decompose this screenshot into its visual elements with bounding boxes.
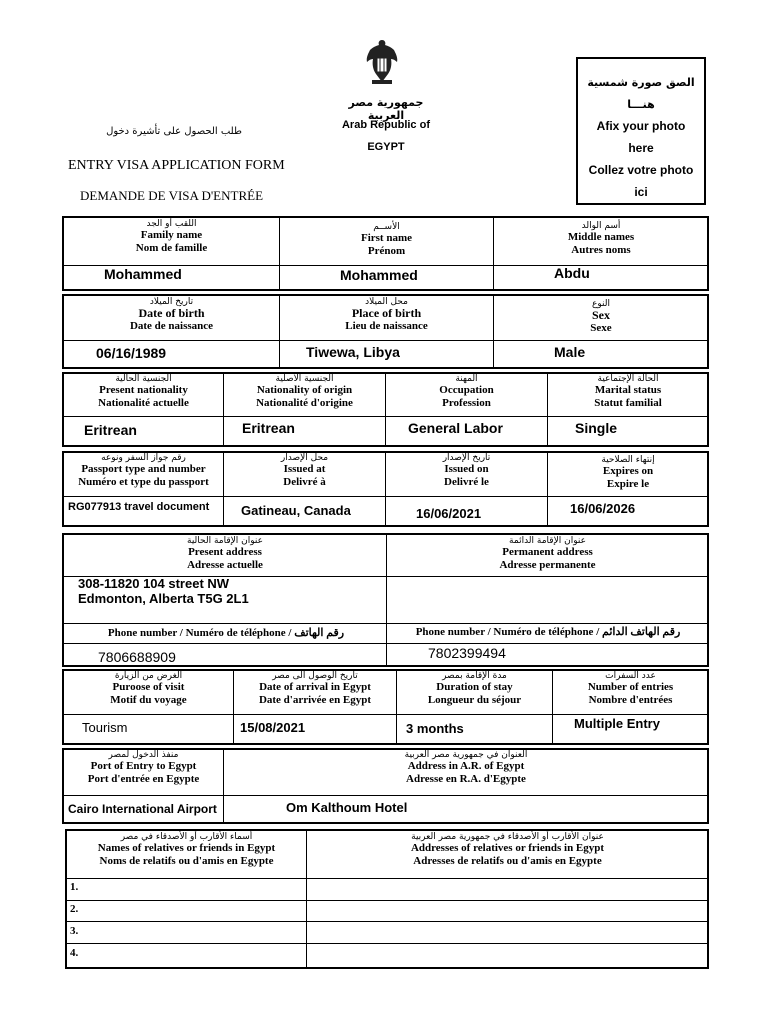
pob-en: Place of birth xyxy=(351,306,422,320)
relatives-addresses-fr: Adresses de relatifs ou d'amis en Egypte xyxy=(413,855,602,867)
form-title-fr: DEMANDE DE VISA D'ENTRÉE xyxy=(80,188,264,203)
relative-row-1-number: 1. xyxy=(70,881,79,893)
origin-ar: الجنسية الأصلية xyxy=(275,374,334,384)
entries-ar: عدد السفرات xyxy=(605,671,656,681)
port-en: Port of Entry to Egypt xyxy=(90,760,197,772)
issued-on-field[interactable]: 16/06/2021 xyxy=(416,506,482,521)
present-address-fr: Adresse actuelle xyxy=(187,559,263,571)
photo-arabic-1: الصق صورة شمسية xyxy=(587,76,695,89)
photo-en-2: here xyxy=(628,141,654,155)
egypt-address-field[interactable]: Om Kalthoum Hotel xyxy=(286,800,408,815)
permanent-address-en: Permanent address xyxy=(502,546,593,558)
family-name-ar: اللقب أو الجد xyxy=(146,219,197,229)
arrival-ar: تاريخ الوصول الى مصر xyxy=(272,671,358,681)
egypt-address-en: Address in A.R. of Egypt xyxy=(407,760,525,772)
issued-on-fr: Delivré le xyxy=(444,476,489,488)
middle-name-ar: أسم الوالد xyxy=(581,221,621,231)
occupation-field[interactable]: General Labor xyxy=(408,420,503,436)
country-name-line2: EGYPT xyxy=(367,141,405,153)
family-name-fr: Nom de famille xyxy=(135,242,208,254)
origin-field[interactable]: Eritrean xyxy=(242,420,295,436)
purpose-ar: الغرض من الزيارة xyxy=(114,671,183,681)
egypt-address-fr: Adresse en R.A. d'Egypte xyxy=(406,773,526,785)
relative-row-2-number: 2. xyxy=(70,903,79,915)
marital-field[interactable]: Single xyxy=(575,420,618,436)
issued-at-field[interactable]: Gatineau, Canada xyxy=(241,503,351,518)
passport-number-field[interactable]: RG077913 travel document xyxy=(68,501,210,513)
photo-fr-1: Collez votre photo xyxy=(588,163,694,177)
present-address-line2: Edmonton, Alberta T5G 2L1 xyxy=(78,591,249,606)
sex-field[interactable]: Male xyxy=(554,344,586,360)
expires-fr: Expire le xyxy=(606,478,650,490)
issued-on-en: Issued on xyxy=(444,463,489,475)
phone-left-field[interactable]: 7806688909 xyxy=(98,649,176,665)
photo-fr-2: ici xyxy=(634,185,648,199)
country-name-line1: Arab Republic of xyxy=(341,119,430,131)
relatives-addresses-ar: عنوان الأقارب أو الأصدقاء في جمهورية مصر العربية xyxy=(411,832,604,842)
port-field[interactable]: Cairo International Airport xyxy=(68,802,217,816)
entries-fr: Nombre d'entrées xyxy=(588,694,673,706)
sex-fr: Sexe xyxy=(590,322,612,334)
nationality-ar: الجنسية الحالية xyxy=(115,374,172,384)
relative-name-field-4[interactable] xyxy=(90,944,304,967)
family-name-field[interactable]: Mohammed xyxy=(104,266,182,282)
permanent-address-ar: عنوان الإقامة الدائمة xyxy=(509,536,586,546)
origin-fr: Nationalité d'origine xyxy=(256,397,353,409)
relative-address-field-1[interactable] xyxy=(308,879,706,899)
dob-field[interactable]: 06/16/1989 xyxy=(96,345,167,361)
relatives-addresses-en: Addresses of relatives or friends in Egypt xyxy=(410,842,605,854)
expires-ar: إنتهاء الصلاحية xyxy=(601,455,655,465)
passport-number-en: Passport type and number xyxy=(81,463,206,475)
occupation-ar: المهنة xyxy=(455,374,478,384)
sex-ar: النوع xyxy=(592,299,610,309)
nationality-en: Present nationality xyxy=(99,384,188,396)
photo-arabic-2: هنـــا xyxy=(627,98,655,111)
pob-field[interactable]: Tiwewa, Libya xyxy=(306,344,400,360)
duration-ar: مدة الإقامة بمصر xyxy=(442,671,507,681)
purpose-field[interactable]: Tourism xyxy=(82,720,128,735)
first-name-field[interactable]: Mohammed xyxy=(340,267,418,283)
pob-ar: محل الميلاد xyxy=(365,297,408,307)
expires-field[interactable]: 16/06/2026 xyxy=(570,501,636,516)
nationality-fr: Nationalité actuelle xyxy=(98,397,189,409)
issued-at-fr: Delivré à xyxy=(283,476,326,488)
family-name-en: Family name xyxy=(140,229,203,241)
photo-en-1: Afix your photo xyxy=(596,119,686,133)
relative-address-field-3[interactable] xyxy=(308,922,706,942)
marital-ar: الحالة الإجتماعية xyxy=(597,374,659,384)
sex-en: Sex xyxy=(592,308,610,322)
relative-name-field-2[interactable] xyxy=(90,901,304,920)
present-address-field[interactable] xyxy=(78,576,249,606)
dob-ar: تاريخ الميلاد xyxy=(149,297,194,307)
first-name-en: First name xyxy=(360,232,412,244)
marital-fr: Statut familial xyxy=(594,397,662,409)
marital-en: Marital status xyxy=(594,384,662,396)
phone-left-label: Phone number / Numéro de téléphone / رقم الهاتف xyxy=(107,627,345,639)
duration-en: Duration of stay xyxy=(436,681,513,693)
form-title-en: ENTRY VISA APPLICATION FORM xyxy=(68,158,285,173)
relative-address-field-2[interactable] xyxy=(308,901,706,920)
entries-en: Number of entries xyxy=(587,681,674,693)
dob-en: Date of birth xyxy=(138,306,205,320)
permanent-address-fr: Adresse permanente xyxy=(499,559,596,571)
arabic-country-name: جمهورية مصر العربية xyxy=(348,96,424,122)
arrival-field[interactable]: 15/08/2021 xyxy=(240,720,306,735)
issued-on-ar: تاريخ الإصدار xyxy=(442,453,491,463)
arrival-en: Date of arrival in Egypt xyxy=(259,681,371,693)
first-name-ar: الأســم xyxy=(373,222,400,232)
entries-field[interactable]: Multiple Entry xyxy=(574,716,660,731)
purpose-fr: Motif du voyage xyxy=(110,694,187,706)
phone-right-field[interactable]: 7802399494 xyxy=(428,645,506,661)
pob-fr: Lieu de naissance xyxy=(345,320,428,332)
passport-number-fr: Numéro et type du passport xyxy=(78,476,209,488)
relatives-names-fr: Noms de relatifs ou d'amis en Egypte xyxy=(99,855,274,867)
present-address-line1: 308-11820 104 street NW xyxy=(78,576,230,591)
relatives-names-ar: أسماء الأقارب أو الأصدقاء في مصر xyxy=(120,832,253,842)
middle-name-field[interactable]: Abdu xyxy=(554,265,590,281)
issued-at-en: Issued at xyxy=(283,463,326,475)
arabic-form-title: طلب الحصول على تأشيرة دخول xyxy=(106,126,242,137)
occupation-en: Occupation xyxy=(439,384,494,396)
arrival-fr: Date d'arrivée en Egypt xyxy=(258,694,372,706)
duration-fr: Longueur du séjour xyxy=(427,694,522,706)
relative-name-field-1[interactable] xyxy=(90,879,304,899)
port-fr: Port d'entrée en Egypte xyxy=(87,773,200,785)
relative-row-4-number: 4. xyxy=(70,947,79,959)
origin-en: Nationality of origin xyxy=(256,384,353,396)
port-ar: منفذ الدخول لمصر xyxy=(108,750,179,760)
relatives-names-en: Names of relatives or friends in Egypt xyxy=(97,842,276,854)
permanent-address-field[interactable] xyxy=(390,580,706,620)
dob-fr: Date de naissance xyxy=(129,320,214,332)
present-address-ar: عنوان الإقامة الحالية xyxy=(187,536,263,546)
occupation-fr: Profession xyxy=(442,397,491,409)
middle-name-fr: Autres noms xyxy=(571,244,631,256)
purpose-en: Puroose of visit xyxy=(112,681,185,693)
egypt-address-ar: العنوان في جمهورية مصر العربية xyxy=(404,750,528,760)
relative-row-3-number: 3. xyxy=(70,925,79,937)
nationality-field[interactable]: Eritrean xyxy=(84,422,137,438)
issued-at-ar: محل الإصدار xyxy=(280,453,329,463)
first-name-fr: Prénom xyxy=(367,245,406,257)
expires-en: Expires on xyxy=(602,465,654,477)
present-address-en: Present address xyxy=(188,546,262,558)
middle-name-en: Middle names xyxy=(567,231,635,243)
eagle-emblem-icon xyxy=(364,38,400,86)
phone-right-label: Phone number / Numéro de téléphone / رقم الهاتف الدائم xyxy=(415,626,681,638)
duration-field[interactable]: 3 months xyxy=(406,721,464,736)
relative-address-field-4[interactable] xyxy=(308,944,706,967)
relative-name-field-3[interactable] xyxy=(90,922,304,942)
passport-number-ar: رقم جواز السفر ونوعه xyxy=(101,453,186,463)
